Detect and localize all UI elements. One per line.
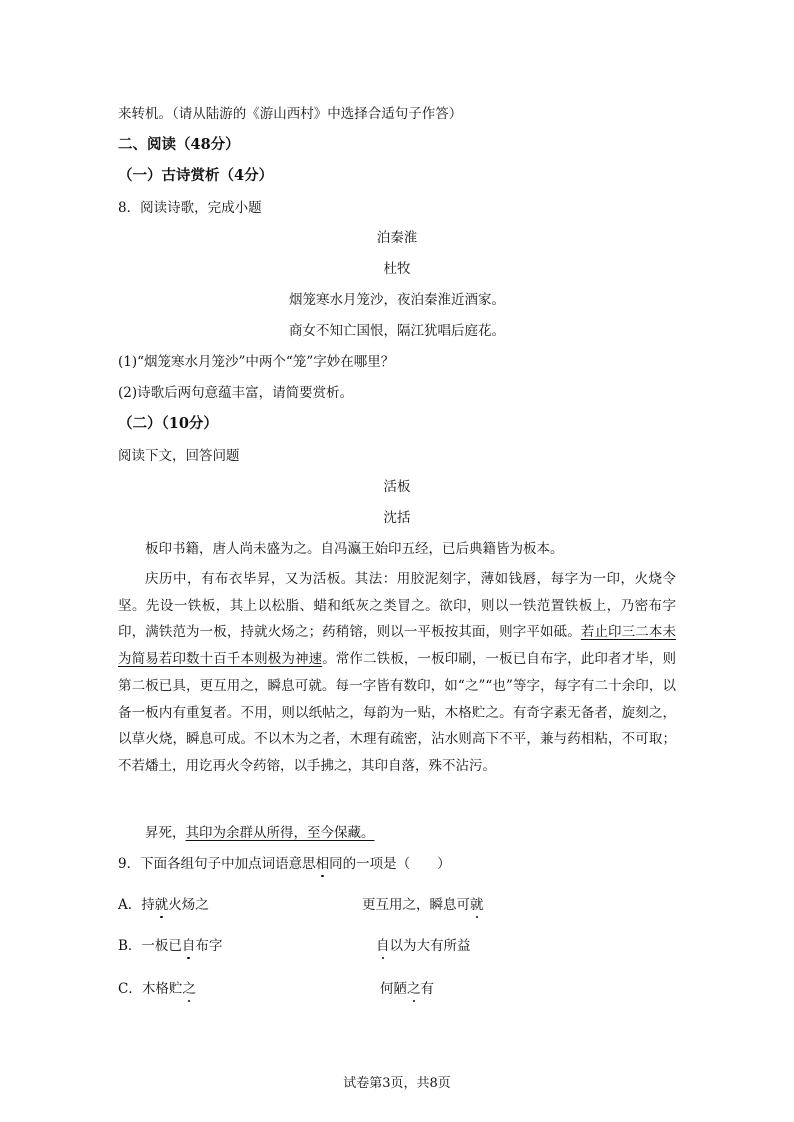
poem-line-2: 商女不知亡国恨，隔江犹唱后庭花。 bbox=[289, 323, 505, 339]
option-a-right: 更互用之，瞬息可就 bbox=[362, 897, 484, 913]
dotted-char: 相 bbox=[315, 856, 330, 872]
reading-prompt: 阅读下文，回答问题 bbox=[118, 448, 240, 464]
option-c-left: C．木格贮之 bbox=[118, 981, 196, 997]
option-letter: B． bbox=[118, 938, 142, 954]
article-paragraph-1: 板印书籍，唐人尚未盛为之。自冯瀛王始印五经，已后典籍皆为板本。 bbox=[145, 541, 564, 557]
dotted-char: 之 bbox=[407, 981, 421, 997]
option-c[interactable] bbox=[0, 979, 794, 999]
poem-line-1: 烟笼寒水月笼沙，夜泊秦淮近酒家。 bbox=[289, 292, 505, 308]
section-heading-reading: 二、阅读（48分） bbox=[118, 136, 240, 153]
option-letter: C． bbox=[118, 981, 142, 997]
paragraph-2-text-b: 。常作二铁板，一板印刷，一板已自布字，此印者才毕，则第二板已具，更互用之，瞬息可就。每一字皆有数印，如“之”“也”等字，每字有二十余印，以备一板内有重复者。不用，则以纸帖之，每韵为一贴，木格贮之。有奇字素无备者，旋刻之，以草火烧，瞬息可成。不以木为之者，木理有疏密，沾水则高下不平，兼与药相粘，不可取；不若燔土，用讫再火令药镕，以手拂之，其印自落，殊不沾污。 bbox=[118, 651, 676, 774]
option-a[interactable] bbox=[0, 895, 794, 915]
subsection-heading-2: （二）（10分） bbox=[118, 415, 218, 432]
page-footer: 试卷第3页，共8页 bbox=[343, 1076, 451, 1091]
underlined-sentence-2: 其印为余群从所得，至今保藏。 bbox=[185, 825, 375, 841]
option-c-right: 何陋之有 bbox=[380, 981, 434, 997]
question-8-prompt: 8．阅读诗歌，完成小题 bbox=[118, 200, 262, 216]
option-a-left: A．持就火炀之 bbox=[118, 897, 209, 913]
article-title: 活板 bbox=[383, 479, 411, 495]
article-paragraph-2 bbox=[118, 566, 676, 780]
subsection-heading-poetry: （一）古诗赏析（4分） bbox=[118, 167, 274, 184]
option-letter: A． bbox=[118, 897, 142, 913]
option-b[interactable] bbox=[0, 936, 794, 956]
underlined-sentence-1: 若止印三二本未为简易若印数十百千本则极为神速 bbox=[118, 624, 677, 668]
dotted-char: 就 bbox=[470, 897, 484, 913]
dotted-char: 就 bbox=[154, 897, 169, 913]
question-8-2: (2)诗歌后两句意蕴丰富，请简要赏析。 bbox=[118, 385, 354, 401]
dotted-char: 自 bbox=[376, 938, 390, 954]
paragraph-3-text: 昇死， bbox=[145, 825, 186, 841]
poem-author: 杜牧 bbox=[383, 261, 411, 277]
option-b-left: B．一板已自布字 bbox=[118, 938, 223, 954]
question-8-1: (1)“烟笼寒水月笼沙”中两个“笼”字妙在哪里？ bbox=[118, 354, 395, 370]
intro-line: 来转机。（请从陆游的《游山西村》中选择合适句子作答） bbox=[118, 106, 463, 122]
poem-title: 泊秦淮 bbox=[376, 230, 418, 246]
option-b-right: 自以为大有所益 bbox=[376, 938, 471, 954]
dotted-char: 之 bbox=[182, 981, 196, 997]
article-paragraph-3 bbox=[118, 820, 676, 847]
paragraph-2-text-a: 庆历中，有布衣毕昇，又为活板。其法：用胶泥刻字，薄如钱唇，每字为一印，火烧令坚。先设一铁板，其上以松脂、蜡和纸灰之类冒之。欲印，则以一铁范置铁板上，乃密布字印，满铁范为一板，持就火炀之；药稍镕，则以一平板按其面，则字平如砥。 bbox=[118, 571, 676, 641]
dotted-char: 自 bbox=[181, 938, 196, 954]
article-author: 沈括 bbox=[383, 510, 411, 526]
question-9-prompt: 9．下面各组句子中加点词语意思相同的一项是（ ） bbox=[118, 856, 451, 872]
